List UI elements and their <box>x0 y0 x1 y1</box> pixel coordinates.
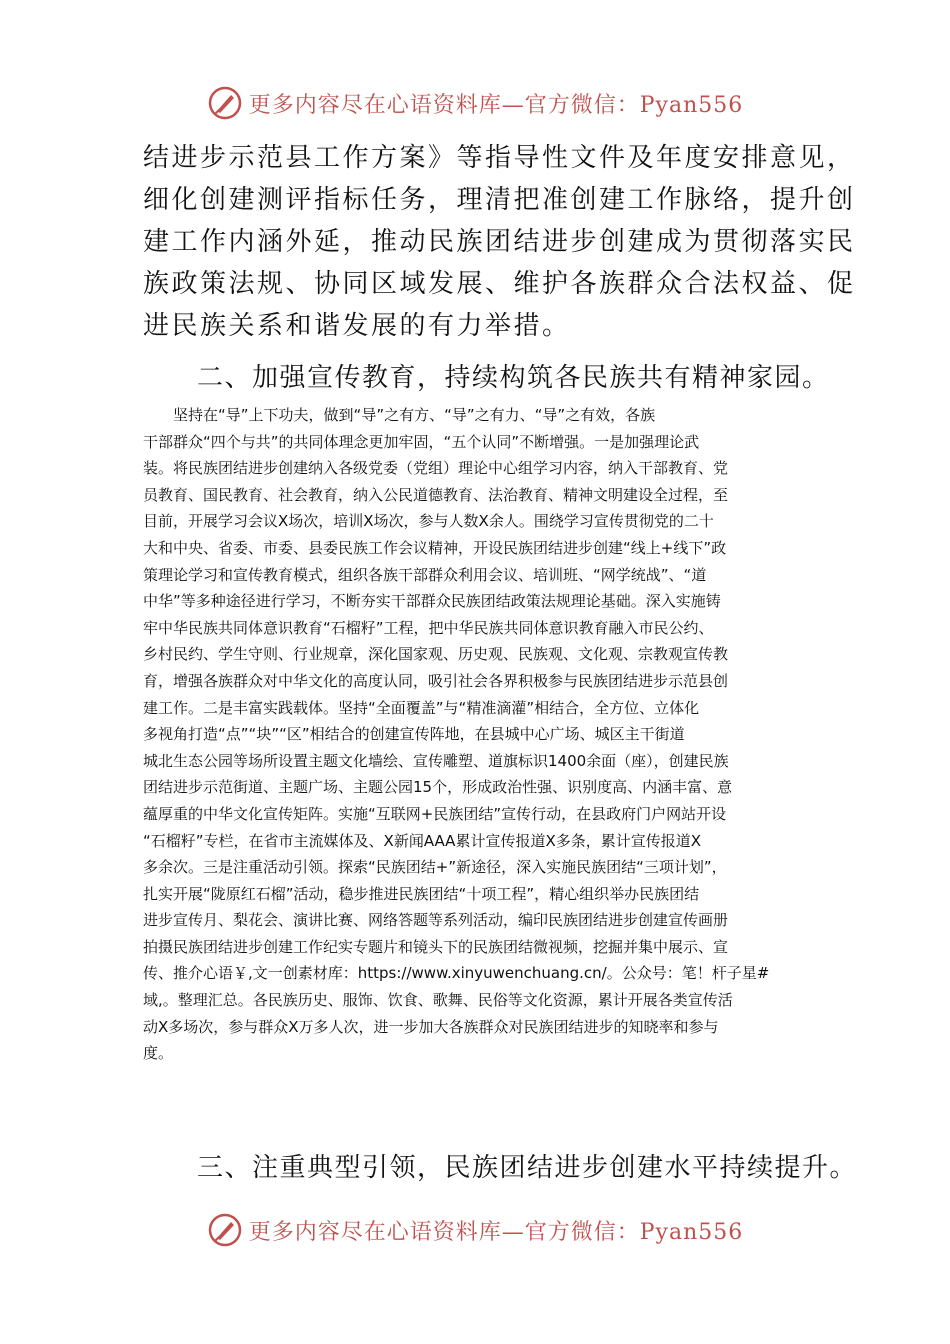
text-line: 结进步示范县工作方案》等指导性文件及年度安排意见， <box>143 143 856 173</box>
text-line: 装。将民族团结进步创建纳入各级党委（党组）理论中心组学习内容，纳入干部教育、党 <box>143 459 729 478</box>
text-line: 拍摄民族团结进步创建工作纪实专题片和镜头下的民族团结微视频，挖掘并集中展示、宣 <box>143 937 729 956</box>
banner-text: 更多内容尽在心语资料库—官方微信：Pyan556 <box>248 1219 744 1245</box>
text-line: 多视角打造“点”“块”“区”相结合的创建宣传阵地，在县城中心广场、城区主干街道 <box>143 725 685 744</box>
text-line: 蕴厚重的中华文化宣传矩阵。实施“互联网+民族团结”宣传行动，在县政府门户网站开设 <box>143 804 727 823</box>
text-line: 大和中央、省委、市委、县委民族工作会议精神，开设民族团结进步创建“线上+线下”政 <box>143 538 727 557</box>
header-banner <box>0 83 950 123</box>
text-line: 建工作内涵外延，推动民族团结进步创建成为贯彻落实民 <box>143 227 856 257</box>
lead-paragraph <box>143 137 856 347</box>
quill-logo-icon <box>207 1212 243 1248</box>
text-line: 城北生态公园等场所设置主题文化墙绘、宣传雕塑、道旗标识1400余面（座），创建民族 <box>143 751 729 770</box>
text-line: 干部群众“四个与共”的共同体理念更加牢固，“五个认同”不断增强。一是加强理论武 <box>143 432 700 451</box>
text-line: 团结进步示范街道、主题广场、主题公园15个，形成政治性强、识别度高、内涵丰富、意 <box>143 778 733 797</box>
banner-text: 更多内容尽在心语资料库—官方微信：Pyan556 <box>248 92 744 118</box>
text-line: 坚持在“导”上下功夫，做到“导”之有方、“导”之有力、“导”之有效，各族 <box>143 406 656 424</box>
text-line: 进步宣传月、梨花会、演讲比赛、网络答题等系列活动，编印民族团结进步创建宣传画册 <box>143 911 729 930</box>
text-line: 乡村民约、学生守则、行业规章，深化国家观、历史观、民族观、文化观、宗教观宣传教 <box>143 645 729 664</box>
text-line: 细化创建测评指标任务，理清把准创建工作脉络，提升创 <box>143 185 856 215</box>
text-line: 域,。整理汇总。各民族历史、服饰、饮食、歌舞、民俗等文化资源，累计开展各类宣传活 <box>143 991 733 1010</box>
text-line: 中华”等多种途径进行学习，不断夯实干部群众民族团结政策法规理论基础。深入实施铸 <box>143 592 721 611</box>
text-line: 目前，开展学习会议X场次，培训X场次，参与人数X余人。围绕学习宣传贯彻党的二十 <box>143 512 714 531</box>
body-paragraph <box>143 402 811 1067</box>
section-two-heading: 二、加强宣传教育，持续构筑各民族共有精神家园。 <box>197 363 830 393</box>
text-line: 动X多场次，参与群众X万多人次，进一步加大各族群众对民族团结进步的知晓率和参与 <box>143 1017 719 1036</box>
section-three-heading: 三、注重典型引领，民族团结进步创建水平持续提升。 <box>197 1153 858 1183</box>
text-line: 度。 <box>143 1044 174 1063</box>
text-line: 牢中华民族共同体意识教育“石榴籽”工程，把中华民族共同体意识教育融入市民公约、 <box>143 618 714 637</box>
text-line: 员教育、国民教育、社会教育，纳入公民道德教育、法治教育、精神文明建设全过程，至 <box>143 485 729 504</box>
text-line: 扎实开展“陇原红石榴”活动，稳步推进民族团结“十项工程”，精心组织举办民族团结 <box>143 884 700 903</box>
footer-banner <box>0 1210 950 1250</box>
text-line: 多余次。三是注重活动引领。探索“民族团结+”新途径，深入实施民族团结“三项计划”， <box>143 858 727 877</box>
text-line: 育，增强各族群众对中华文化的高度认同，吸引社会各界积极参与民族团结进步示范县创 <box>143 671 729 690</box>
text-line: 传、推介心语￥,文一创素材库：https://www.xinyuwenchuang.cn/。公众号：笔！杆子星# <box>143 964 770 983</box>
text-line: “石榴籽”专栏，在省市主流媒体及、X新闻AAA累计宣传报道X多条，累计宣传报道X <box>143 831 701 850</box>
text-line: 建工作。二是丰富实践载体。坚持“全面覆盖”与“精准滴灌”相结合，全方位、立体化 <box>143 698 700 717</box>
text-line: 族政策法规、协同区域发展、维护各族群众合法权益、促 <box>143 269 856 299</box>
text-line: 进民族关系和谐发展的有力举措。 <box>143 311 571 341</box>
text-line: 策理论学习和宣传教育模式，组织各族干部群众利用会议、培训班、“网学统战”、“道 <box>143 565 707 584</box>
quill-logo-icon <box>207 85 243 121</box>
